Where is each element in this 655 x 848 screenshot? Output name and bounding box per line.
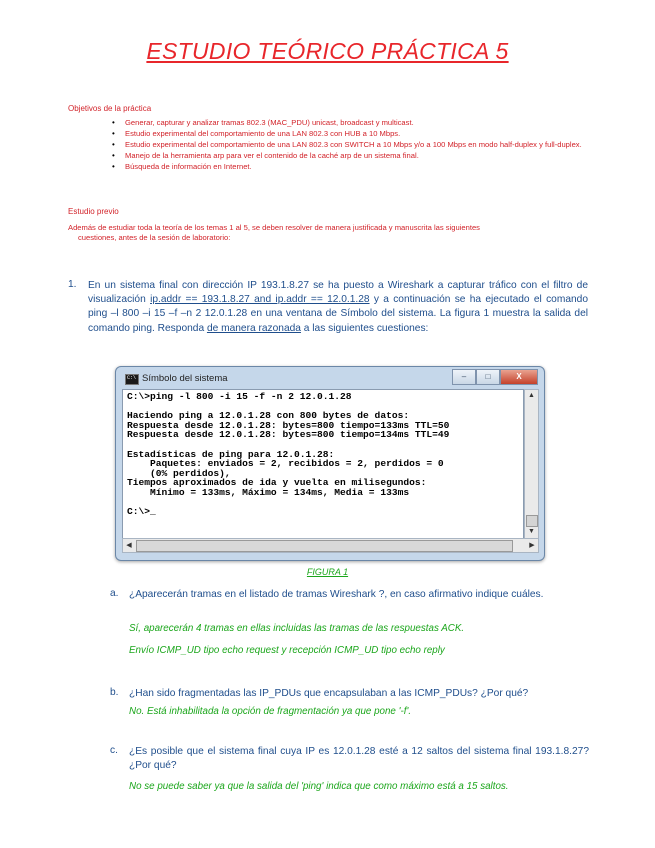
list-item: • Búsqueda de información en Internet. [112, 162, 252, 171]
bullet-icon: • [112, 118, 115, 127]
subquestion-letter: a. [110, 588, 119, 599]
command-prompt-window [115, 366, 545, 561]
minimize-button[interactable]: – [452, 369, 476, 385]
horizontal-scrollbar[interactable] [122, 538, 539, 553]
answer-text: No. Está inhabilitada la opción de fragmentación ya que pone '-f'. [129, 706, 412, 717]
objectives-heading: Objetivos de la práctica [68, 104, 152, 113]
vertical-scrollbar[interactable] [524, 389, 539, 539]
answer-text: Sí, aparecerán 4 tramas en ellas incluidas las tramas de las respuestas ACK. [129, 623, 465, 634]
subquestion-letter: b. [110, 687, 119, 698]
list-item: • Estudio experimental del comportamiento de una LAN 802.3 con HUB a 10 Mbps. [112, 129, 401, 138]
bullet-icon: • [112, 162, 115, 171]
close-button[interactable]: X [500, 369, 538, 385]
scroll-down-icon[interactable]: ▼ [528, 528, 535, 535]
console-text: C:\>ping -l 800 -i 15 -f -n 2 12.0.1.28 Haciendo ping a 12.0.1.28 con 800 bytes de datos: Respuesta desde 12.0.1.28: bytes=800 tiempo=133ms TTL=50 Respuesta desde 12.0.1.28: bytes=800 tiempo=134ms TTL=49 Estadísticas de ping para 12.0.1.28: Paquetes: enviados = 2, recibidos = 2, perdidos = 0 (0% perdidos), Tiempos aproximados de ida y vuelta en milisegundos: Mínimo = 133ms, Máximo = 134ms, Media = 133ms C:\>_ [127, 391, 450, 518]
console-output[interactable] [122, 389, 524, 539]
subquestion-text: ¿Es posible que el sistema final cuya IP es 12.0.1.28 esté a 12 saltos del sistema final 193.1.8.27? ¿Por qué? [129, 746, 589, 771]
scroll-left-icon[interactable]: ◀ [126, 542, 132, 549]
display-filter: ip.addr == 193.1.8.27 and ip.addr == 12.0.1.28 [150, 294, 370, 306]
previous-study-text: Además de estudiar toda la teoría de los temas 1 al 5, se deben resolver de manera justificada y manuscrita las siguientes cuestiones, antes de la sesión de laboratorio: [68, 223, 480, 242]
figure-caption: FIGURA 1 [306, 567, 349, 577]
previous-study-heading: Estudio previo [68, 207, 119, 216]
objectives-list [112, 118, 582, 173]
answer-text: No se puede saber ya que la salida del 'ping' indica que como máximo está a 15 saltos. [129, 781, 509, 792]
scroll-up-icon[interactable]: ▲ [528, 392, 535, 399]
question-1-text: En un sistema final con dirección IP 193.1.8.27 se ha puesto a Wireshark a capturar tráfico con el filtro de visualización ip.addr == 193.1.8.27 and ip.addr == 12.0.1.28 y a continuación se ha ejecutado el comando ping –l 800 –i 15 –f –n 2 12.0.1.28 en una ventana de Símbolo del sistema. La figura 1 muestra la salida del comando ping. Responda de manera razonada a las siguientes cuestiones: [88, 280, 588, 334]
window-controls [452, 369, 538, 385]
maximize-button[interactable]: □ [476, 369, 500, 385]
bullet-icon: • [112, 140, 115, 149]
scroll-right-icon[interactable]: ▶ [529, 542, 535, 549]
page-title: ESTUDIO TEÓRICO PRÁCTICA 5 [146, 38, 509, 64]
answer-text: Envío ICMP_UD tipo echo request y recepción ICMP_UD tipo echo reply [129, 645, 445, 656]
list-item: • Manejo de la herramienta arp para ver el contenido de la caché arp de un sistema final. [112, 151, 419, 160]
subquestion-text: ¿Han sido fragmentadas las IP_PDUs que encapsulaban a las ICMP_PDUs? ¿Por qué? [129, 688, 529, 699]
list-item: • Estudio experimental del comportamiento de una LAN 802.3 con SWITCH a 10 Mbps y/o a 100 Mbps en modo half-duplex y full-duplex. [112, 140, 582, 149]
bullet-icon: • [112, 129, 115, 138]
question-number: 1. [68, 279, 77, 290]
scroll-thumb[interactable] [136, 540, 513, 552]
subquestion-text: ¿Aparecerán tramas en el listado de tramas Wireshark ?, en caso afirmativo indique cuáles. [129, 589, 544, 600]
list-item: • Generar, capturar y analizar tramas 802.3 (MAC_PDU) unicast, broadcast y multicast. [112, 118, 414, 127]
subquestion-letter: c. [110, 745, 118, 756]
emphasis: de manera razonada [206, 322, 301, 334]
console-icon [125, 374, 139, 385]
window-title: Símbolo del sistema [142, 373, 228, 384]
bullet-icon: • [112, 151, 115, 160]
